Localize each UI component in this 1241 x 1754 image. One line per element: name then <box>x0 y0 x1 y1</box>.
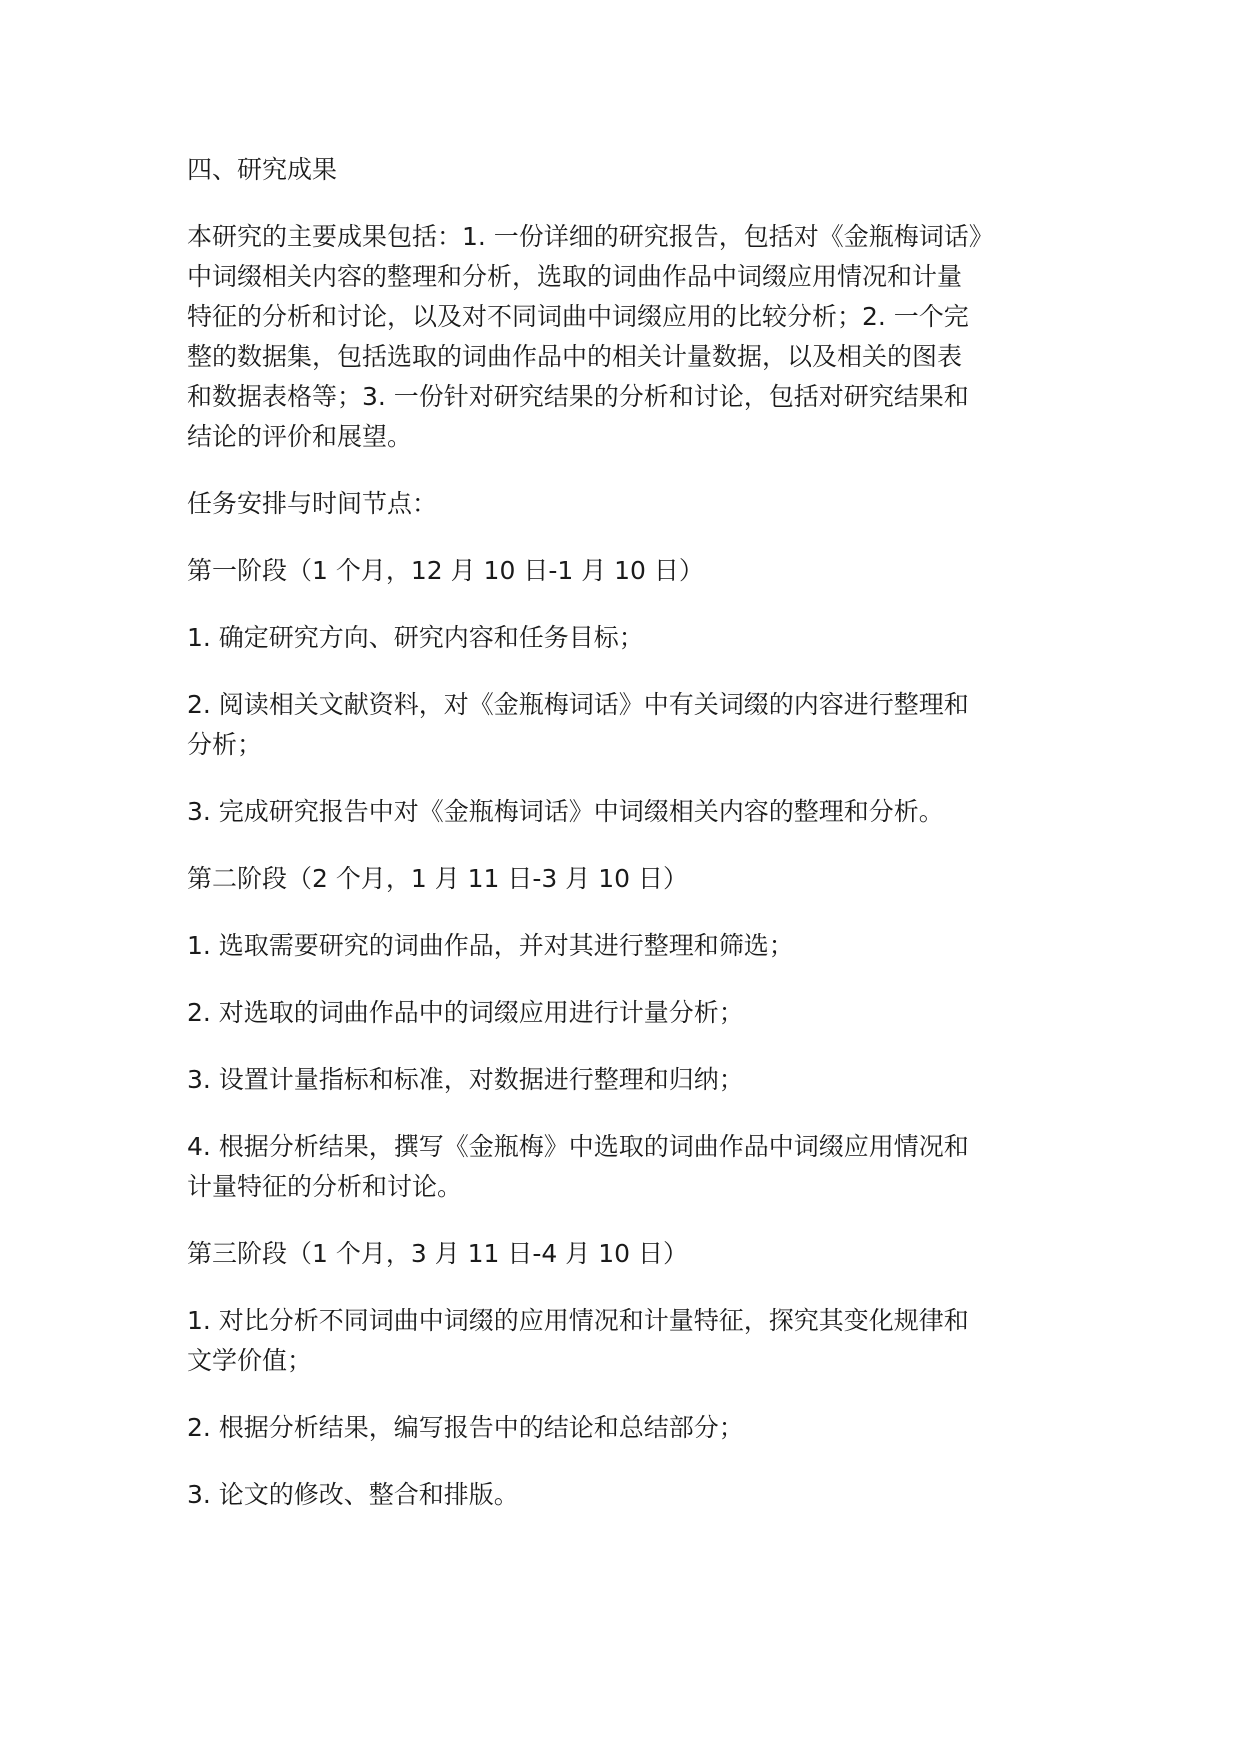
stage2-item3: 3. 设置计量指标和标准，对数据进行整理和归纳； <box>187 1065 744 1094</box>
stage2-item2: 2. 对选取的词曲作品中的词缀应用进行计量分析； <box>187 998 744 1027</box>
stage3-item1-line: 文学价值； <box>187 1346 313 1375</box>
stage2-item4-line: 计量特征的分析和讨论。 <box>187 1172 463 1201</box>
stage2-item4 <box>187 1127 1087 1207</box>
schedule-title: 任务安排与时间节点： <box>187 489 438 518</box>
stage3-item1 <box>187 1301 1087 1381</box>
stage1-item2-line: 2. 阅读相关文献资料，对《金瓶梅词话》中有关词缀的内容进行整理和 <box>187 690 969 719</box>
stage3-item3: 3. 论文的修改、整合和排版。 <box>187 1480 519 1509</box>
intro-line: 整的数据集，包括选取的词曲作品中的相关计量数据，以及相关的图表 <box>187 342 963 371</box>
stage1-item2-line: 分析； <box>187 730 263 759</box>
stage3-title: 第三阶段（1 个月，3 月 11 日-4 月 10 日） <box>187 1239 688 1268</box>
stage2-item4-line: 4. 根据分析结果，撰写《金瓶梅》中选取的词曲作品中词缀应用情况和 <box>187 1132 969 1161</box>
stage2-item1: 1. 选取需要研究的词曲作品，并对其进行整理和筛选； <box>187 931 794 960</box>
intro-paragraph <box>187 217 1087 457</box>
stage1-item1: 1. 确定研究方向、研究内容和任务目标； <box>187 623 644 652</box>
section-heading: 四、研究成果 <box>187 155 338 184</box>
document-page <box>187 150 1087 1515</box>
stage3-item1-line: 1. 对比分析不同词曲中词缀的应用情况和计量特征，探究其变化规律和 <box>187 1306 969 1335</box>
stage1-item3: 3. 完成研究报告中对《金瓶梅词话》中词缀相关内容的整理和分析。 <box>187 797 944 826</box>
intro-line: 本研究的主要成果包括：1. 一份详细的研究报告，包括对《金瓶梅词话》 <box>187 222 994 251</box>
stage1-title: 第一阶段（1 个月，12 月 10 日-1 月 10 日） <box>187 556 704 585</box>
intro-line: 结论的评价和展望。 <box>187 422 413 451</box>
stage3-item2: 2. 根据分析结果，编写报告中的结论和总结部分； <box>187 1413 744 1442</box>
stage2-title: 第二阶段（2 个月，1 月 11 日-3 月 10 日） <box>187 864 688 893</box>
intro-line: 特征的分析和讨论，以及对不同词曲中词缀应用的比较分析；2. 一个完 <box>187 302 969 331</box>
stage1-item2 <box>187 685 1087 765</box>
intro-line: 和数据表格等；3. 一份针对研究结果的分析和讨论，包括对研究结果和 <box>187 382 969 411</box>
intro-line: 中词缀相关内容的整理和分析，选取的词曲作品中词缀应用情况和计量 <box>187 262 963 291</box>
